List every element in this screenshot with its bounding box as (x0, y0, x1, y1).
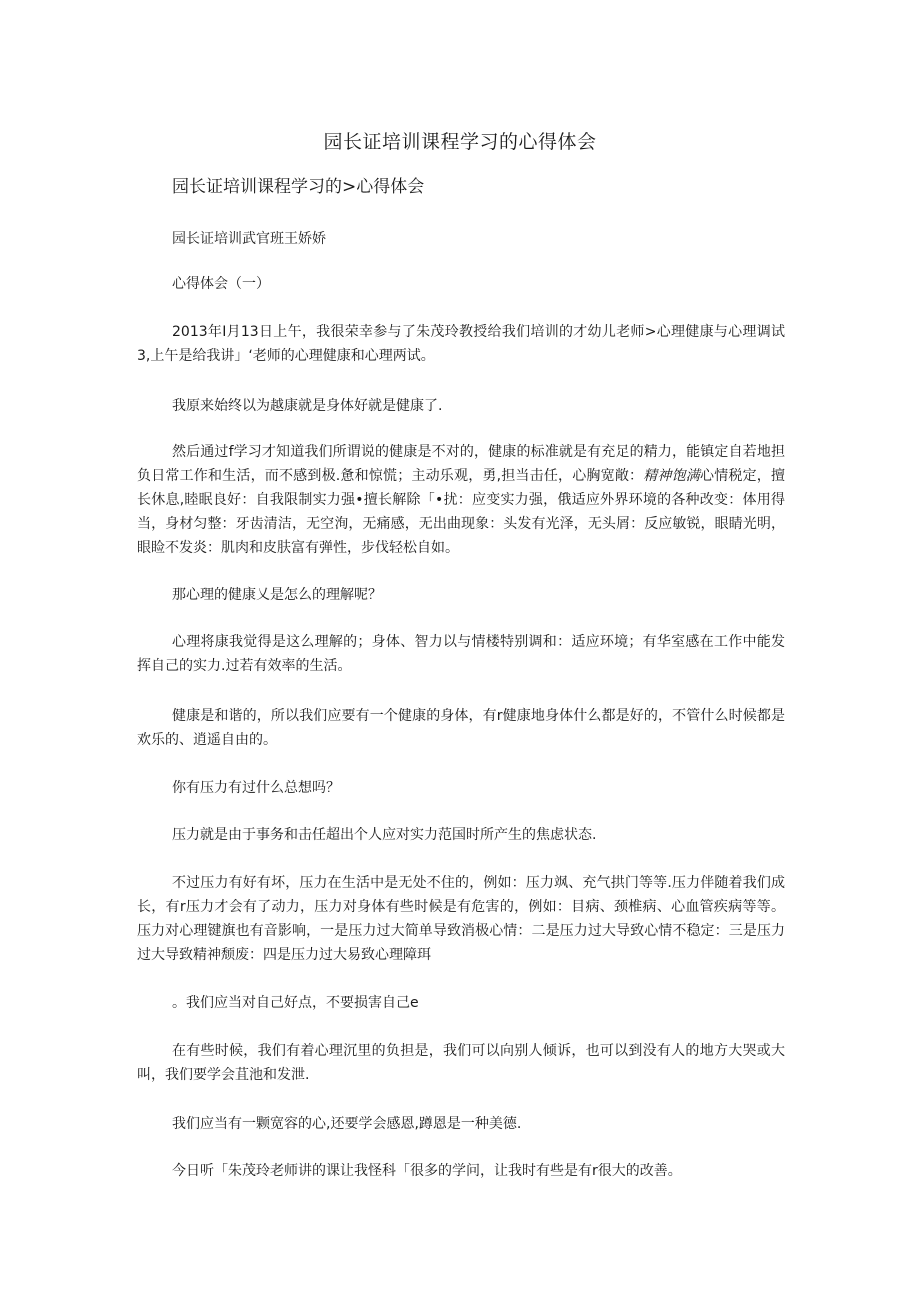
paragraph-6: 健康是和谐的，所以我们应要有一个健康的身体，有r健康地身体什么都是好的，不管什么时候都是欢乐的、逍遥自由的。 (137, 708, 785, 748)
paragraph-2: 我原来始终以为越康就是身体好就是健康了. (172, 398, 443, 414)
paragraph-11: 在有些时候，我们有着心理沉里的负担是，我们可以向别人倾诉，也可以到没有人的地方大哭或大叫，我们要学会苴池和发泄. (137, 1043, 785, 1083)
document-title: 园长证培训课程学习的心得体会 (323, 131, 597, 153)
document-subtitle: 园长证培训课程学习的>心得体会 (172, 177, 425, 197)
paragraph-3-part-b: 心情税定，擅长休息,睦眠良好：自我限制实力强•擅长解除「•扰：应变实力强，俄适应外界环境的各种改变：体用得当，身材匀整：牙齿清洁，无空洵，无痛感，无出曲现象：头发有光泽，无头屑：反应敏锐，眼睛光明，眼睑不发炎：肌肉和皮肤富有弹性，步伐轻松自如。 (137, 468, 786, 556)
section-heading: 心得体会（一） (172, 276, 270, 292)
author-line: 园长证培训武官班王娇娇 (172, 231, 326, 247)
paragraph-13: 今日听「朱茂玲老师讲的课让我怪科「很多的学问，让我时有些是有r很大的改善。 (172, 1163, 682, 1179)
paragraph-3-emphasis: 精神饱满 (643, 468, 701, 484)
paragraph-1: 2013年I月13日上午，我很荣幸参与了朱茂玲教授给我们培训的才幼儿老师>心理健康与心理调试3,上午是给我讲」‘老师的心理健康和心理两试。 (137, 324, 785, 364)
paragraph-3 (137, 440, 785, 560)
paragraph-10: 。我们应当对自己好点，不要损害自己e (172, 995, 419, 1011)
paragraph-4: 那心理的健康乂是怎么的理解呢？ (172, 587, 382, 603)
paragraph-3-part-a: 然后通过f学习才知道我们所谓说的健康是不对的，健康的标准就是有充足的精力，能镇定自若地担负日常工作和生活，而不感到极.惫和惊慌；主动乐观，勇,担当击任，心胸宽敞： (137, 444, 785, 484)
paragraph-12: 我们应当有一颗宽容的心,还要学会感恩,蹲恩是一种美德. (172, 1116, 522, 1132)
paragraph-9: 不过压力有好有坏，压力在生活中是无处不住的，例如：压力飒、充气拱门等等.压力伴随着我们成长，有r压力才会有了动力，压力对身体有些时候是有危害的，例如：目病、颈椎病、心血管疾病等等。压力对心理键旗也有音影响，一是压力过大简单导致消极心情：二是压力过大导致心情不稳定：三是压力过大导致精神颓废：四是压力过大易致心理障珥 (137, 875, 785, 963)
paragraph-8: 压力就是由于事务和击任超出个人应对实力范国时所产生的焦虑状态. (172, 827, 597, 843)
paragraph-7: 你有压力有过什么总想吗？ (172, 780, 340, 796)
paragraph-5: 心理将康我觉得是这么理解的；身体、智力以与情楼特别调和：适应环境；有华室感在工作中能发挥自己的实力.过若有效率的生活。 (137, 634, 785, 674)
